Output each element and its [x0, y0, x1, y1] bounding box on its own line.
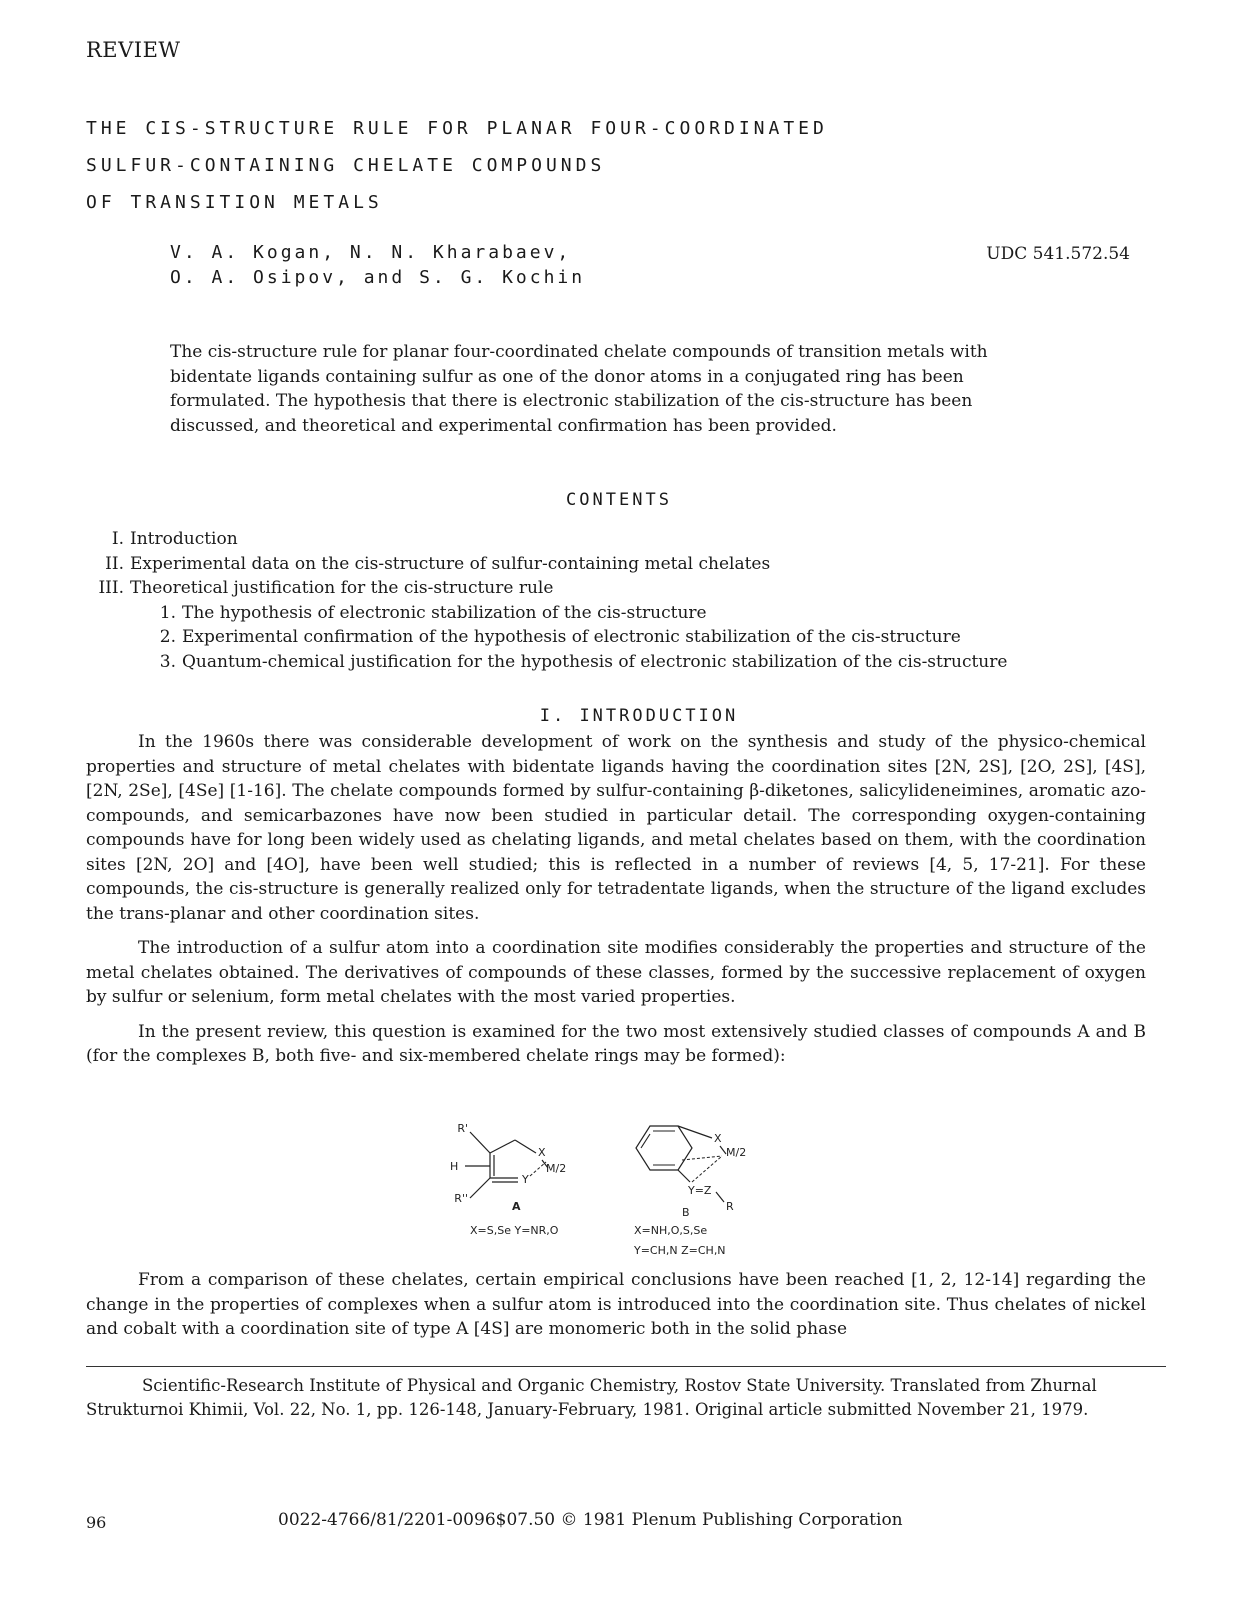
article-title-line-2: SULFUR-CONTAINING CHELATE COMPOUNDS — [86, 155, 606, 176]
intro-paragraph-2: The introduction of a sulfur atom into a coordination site modifies considerably the properties and structure of the metal chelates obtained. The derivatives of compounds of these classes, formed by the successive replacement of oxygen by sulfur or selenium, form metal chelates with the most varied properties. — [86, 938, 1146, 1007]
contents-heading: CONTENTS — [566, 490, 672, 510]
abstract: The cis-structure rule for planar four-coordinated chelate compounds of transition metals with bidentate ligands containing sulfur as one of the donor atoms in a conjugated ring has been formulated. The hypothesis that there is electronic stabilization of the cis-structure has been discussed, and theoretical and experimental confirmation has been provided. — [170, 342, 988, 436]
page-number: 96 — [86, 1513, 107, 1532]
structure-b-metal-label: M/2 — [726, 1146, 747, 1159]
post-figure-paragraph — [86, 1268, 1146, 1342]
toc-subitem — [86, 601, 1146, 626]
toc-subitem-number: 1. — [159, 602, 176, 623]
structure-b — [633, 1126, 746, 1257]
toc-subitem-number: 2. — [159, 627, 176, 647]
intro-paragraph-1: In the 1960s there was considerable development of work on the synthesis and study of the physico-chemical properties and structure of metal chelates with bidentate ligands having the coordination sites [2N, 2S], [2O, 2S], [4S], [2N, 2Se], [4Se] [1-16]. The chelate compounds formed by sulfur-containing β-diketones, salicylideneimines, aromatic azo-compounds, and semicarbazones have now been studied in particular detail. The corresponding oxygen-containing compounds have for long been widely used as chelating ligands, and metal chelates based on them, with the coordination sites [2N, 2O] and [4O], have been well studied; this is reflected in a number of reviews [4, 5, 17-21]. For these compounds, the cis-structure is generally realized only for tetradentate ligands, when the structure of the ligand excludes the trans-planar and other coordination sites. — [86, 732, 1146, 924]
toc-subitem-text: The hypothesis of electronic stabilization of the cis-structure — [182, 602, 707, 623]
structure-b-legend-2: Y=CH,N Z=CH,N — [634, 1244, 726, 1257]
toc-subitem-number: 3. — [159, 651, 176, 672]
toc-item — [86, 552, 1146, 577]
introduction-body — [86, 730, 1146, 1069]
toc-subitem — [86, 650, 1146, 675]
intro-paragraph-4: From a comparison of these chelates, certain empirical conclusions have been reached [1, 2, 12-14] regarding the change in the properties of complexes when a sulfur atom is introduced into the coordination site. Thus chelates of nickel and cobalt with a coordination site of type A [4S] are monomeric both in the solid phase — [86, 1270, 1146, 1339]
structure-b-legend-1: X=NH,O,S,Se — [634, 1224, 708, 1237]
intro-paragraph-3: In the present review, this question is examined for the two most extensively studied classes of compounds A and B (for the complexes B, both five- and six-membered chelate rings may be formed): — [86, 1021, 1146, 1066]
introduction-heading: I. INTRODUCTION — [539, 706, 739, 726]
chelate-structures-figure — [420, 1120, 800, 1270]
toc-item-number: II. — [105, 553, 124, 574]
publisher-imprint: 0022-4766/81/2201-0096$07.50 © 1981 Plenum Publishing Corporation — [278, 1510, 903, 1530]
toc-subitem-text: Quantum-chemical justification for the hypothesis of electronic stabilization of the cis-structure — [182, 651, 1008, 672]
toc-item-text: Theoretical justification for the cis-structure rule — [130, 578, 554, 598]
toc-subitem — [86, 625, 1146, 650]
toc-item — [86, 527, 1146, 552]
toc-item-text: Introduction — [130, 529, 238, 549]
structure-a-metal-label: M/2 — [546, 1162, 567, 1175]
footnote-divider — [86, 1366, 1166, 1367]
authors-line-2: O. A. Osipov, and S. G. Kochin — [170, 267, 586, 288]
toc-item-text: Experimental data on the cis-structure of sulfur-containing metal chelates — [130, 553, 771, 574]
structure-b-r-label: R — [726, 1200, 734, 1213]
structure-a-x-label: X — [538, 1146, 546, 1159]
structure-b-yz-label: Y=Z — [688, 1184, 712, 1197]
structure-a — [450, 1122, 566, 1237]
udc-code: UDC 541.572.54 — [986, 244, 1130, 264]
structure-a-legend: X=S,Se Y=NR,O — [470, 1224, 559, 1237]
toc-subitem-text: Experimental confirmation of the hypothesis of electronic stabilization of the cis-structure — [182, 627, 961, 647]
section-label: REVIEW — [86, 38, 181, 62]
structure-a-r2-label: R'' — [454, 1192, 468, 1205]
toc-item-number: I. — [111, 529, 124, 549]
structure-a-y-label: Y — [522, 1173, 529, 1186]
article-title-line-1: THE CIS-STRUCTURE RULE FOR PLANAR FOUR-COORDINATED — [86, 118, 828, 139]
table-of-contents — [86, 527, 1146, 674]
toc-item — [86, 576, 1146, 601]
structure-a-r1-label: R' — [457, 1122, 468, 1135]
toc-item-number: III. — [98, 578, 124, 598]
footnote-text: Scientific-Research Institute of Physical and Organic Chemistry, Rostov State University. Translated from Zhurnal Strukturnoi Khimii, Vol. 22, No. 1, pp. 126-148, January-February, 1981. Original article submitted November 21, 1979. — [86, 1376, 1097, 1419]
structure-b-label: B — [682, 1206, 690, 1219]
footnote — [86, 1374, 1146, 1422]
article-title-line-3: OF TRANSITION METALS — [86, 192, 383, 213]
structure-a-label: A — [512, 1200, 521, 1213]
authors-line-1: V. A. Kogan, N. N. Kharabaev, — [170, 242, 572, 263]
structure-a-h-label: H — [450, 1160, 459, 1173]
structure-b-x-label: X — [714, 1132, 722, 1145]
